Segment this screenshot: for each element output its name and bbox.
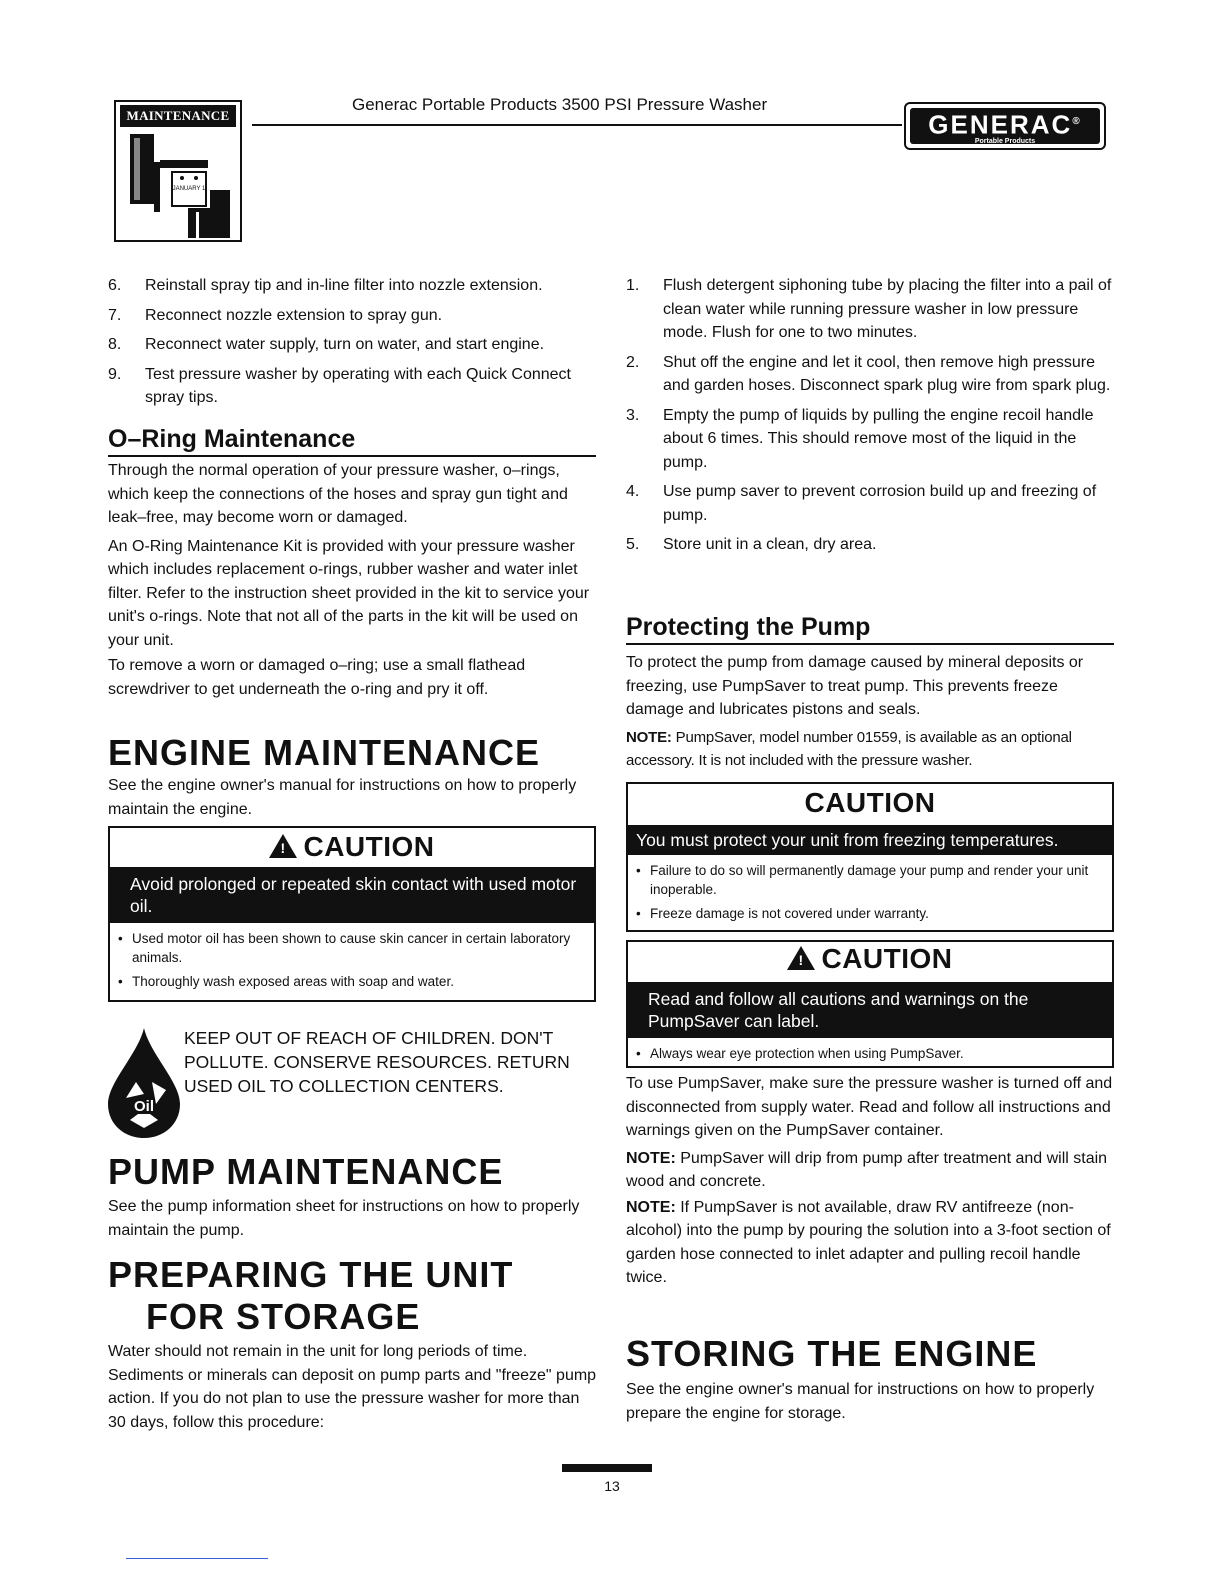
recycle-notice: KEEP OUT OF REACH OF CHILDREN. DON'T POLLUTE. CONSERVE RESOURCES. RETURN USED OIL TO COLLECTION CENTERS. [184,1028,570,1096]
header-rule [252,124,902,126]
right-steps [626,274,1116,563]
generac-logo [904,102,1106,150]
storing-engine-text: See the engine owner's manual for instructions on how to properly prepare the engine for storage. [626,1381,1095,1422]
logo-brand: GENERAC [928,109,1073,140]
bullet-item: • Failure to do so will permanently damage your pump and render your unit inoperable. [636,863,1089,897]
page-marker-bar [562,1464,652,1472]
note-paragraph: NOTE: PumpSaver, model number 01559, is available as an optional accessory. It is not included with the pressure washer. [626,728,1072,769]
oring-paragraph: To remove a worn or damaged o–ring; use a small flathead screwdriver to get underneath the o-ring and pry it off. [108,657,526,698]
storage-heading-line1: PREPARING THE UNIT [108,1254,514,1295]
engine-maintenance-text: See the engine owner's manual for instructions on how to properly maintain the engine. [108,777,577,818]
oring-paragraph: An O-Ring Maintenance Kit is provided with your pressure washer which includes replacement o-rings, rubber washer and water inlet filter. Refer to the instruction sheet provided in the kit to service your unit's o-rings. Note that not all of the parts in the kit will be used on your unit. [108,537,590,649]
page-number: 13 [604,1478,620,1494]
note-paragraph: NOTE: PumpSaver will drip from pump after treatment and will stain wood and concrete. [626,1149,1108,1190]
step-item: 6. Reinstall spray tip and in-line filter into nozzle extension. [108,277,543,294]
logo-registered: ® [1072,116,1082,127]
engine-maintenance-heading: ENGINE MAINTENANCE [108,732,541,773]
maintenance-calendar-icon [126,132,232,238]
caution-band: You must protect your unit from freezing temperatures. [628,825,1112,855]
bullet-item: • Always wear eye protection when using PumpSaver. [636,1046,964,1061]
caution-band: Read and follow all cautions and warnings on the PumpSaver can label. [628,982,1112,1038]
step-item: 4. Use pump saver to prevent corrosion build up and freezing of pump. [626,483,1097,524]
storage-heading-line2: FOR STORAGE [146,1296,421,1337]
warning-triangle-icon: ! [787,946,815,970]
storage-text: Water should not remain in the unit for long periods of time. Sediments or minerals can deposit on pump parts and "freeze" pump action. If you do not plan to use the pressure washer for more than 30 days, follow this procedure: [108,1343,597,1431]
calendar-text: JANUARY 1 [172,186,206,192]
pump-maintenance-heading: PUMP MAINTENANCE [108,1151,504,1192]
step-item: 5. Store unit in a clean, dry area. [626,536,877,553]
bullet-item: • Used motor oil has been shown to cause skin cancer in certain laboratory animals. [118,931,571,965]
pumpsaver-caution-box [626,940,1114,1068]
pump-maintenance-text: See the pump information sheet for instructions on how to properly maintain the pump. [108,1198,580,1239]
protecting-pump-heading: Protecting the Pump [626,612,1114,645]
oring-text [108,459,598,701]
oring-heading: O–Ring Maintenance [108,424,596,457]
oil-label: Oil [133,1098,155,1115]
bullet-item: • Freeze damage is not covered under warranty. [636,906,929,921]
oring-paragraph: Through the normal operation of your pressure washer, o–rings, which keep the connections of the hoses and spray gun tight and leak–free, may become worn or damaged. [108,462,568,526]
pumpsaver-usage-text [626,1072,1116,1290]
caution-bullets [110,923,594,1002]
footer-rule [126,1558,268,1559]
warning-triangle-icon: ! [269,834,297,858]
caution-title: CAUTION [804,787,936,818]
step-item: 9. Test pressure washer by operating with each Quick Connect spray tips. [108,365,571,406]
step-item: 7. Reconnect nozzle extension to spray gun. [108,306,443,324]
recycle-oil-drop-icon [104,1024,184,1142]
caution-bullets [628,855,1112,934]
caution-bullets [628,1038,1112,1074]
maintenance-label: MAINTENANCE [120,105,236,127]
document-title: Generac Portable Products 3500 PSI Pressure Washer [352,95,768,114]
protecting-pump-text [626,651,1116,773]
step-item: 2. Shut off the engine and let it cool, then remove high pressure and garden hoses. Disconnect spark plug wire from spark plug. [626,353,1111,394]
engine-caution-box [108,826,596,1002]
step-item: 8. Reconnect water supply, turn on water, and start engine. [108,336,545,353]
maintenance-section-tab [114,100,242,242]
bullet-item: • Thoroughly wash exposed areas with soap and water. [118,974,454,989]
step-item: 1. Flush detergent siphoning tube by placing the filter into a pail of clean water while running pressure washer in low pressure mode. Flush for one to two minutes. [626,277,1112,341]
left-steps [108,274,598,416]
caution-title: ! CAUTION [110,828,594,864]
storing-engine-heading: STORING THE ENGINE [626,1333,1038,1374]
caution-title: ! CAUTION [628,942,1112,976]
freeze-caution-box [626,782,1114,932]
logo-subtitle: Portable Products [974,137,1036,145]
caution-band: Avoid prolonged or repeated skin contact with used motor oil. [110,867,594,923]
protect-paragraph: To protect the pump from damage caused by mineral deposits or freezing, use PumpSaver to treat pump. This prevents freeze damage and lubricates pistons and seals. [626,654,1084,718]
step-item: 3. Empty the pump of liquids by pulling the engine recoil handle about 6 times. This should remove most of the liquid in the pump. [626,406,1094,471]
note-paragraph: NOTE: If PumpSaver is not available, draw RV antifreeze (non-alcohol) into the pump by pouring the solution into a 3-foot section of garden hose connected to inlet adapter and pulling recoil handle twice. [626,1198,1111,1286]
usage-paragraph: To use PumpSaver, make sure the pressure washer is turned off and disconnected from supply water. Read and follow all instructions and warnings given on the PumpSaver container. [626,1075,1113,1139]
